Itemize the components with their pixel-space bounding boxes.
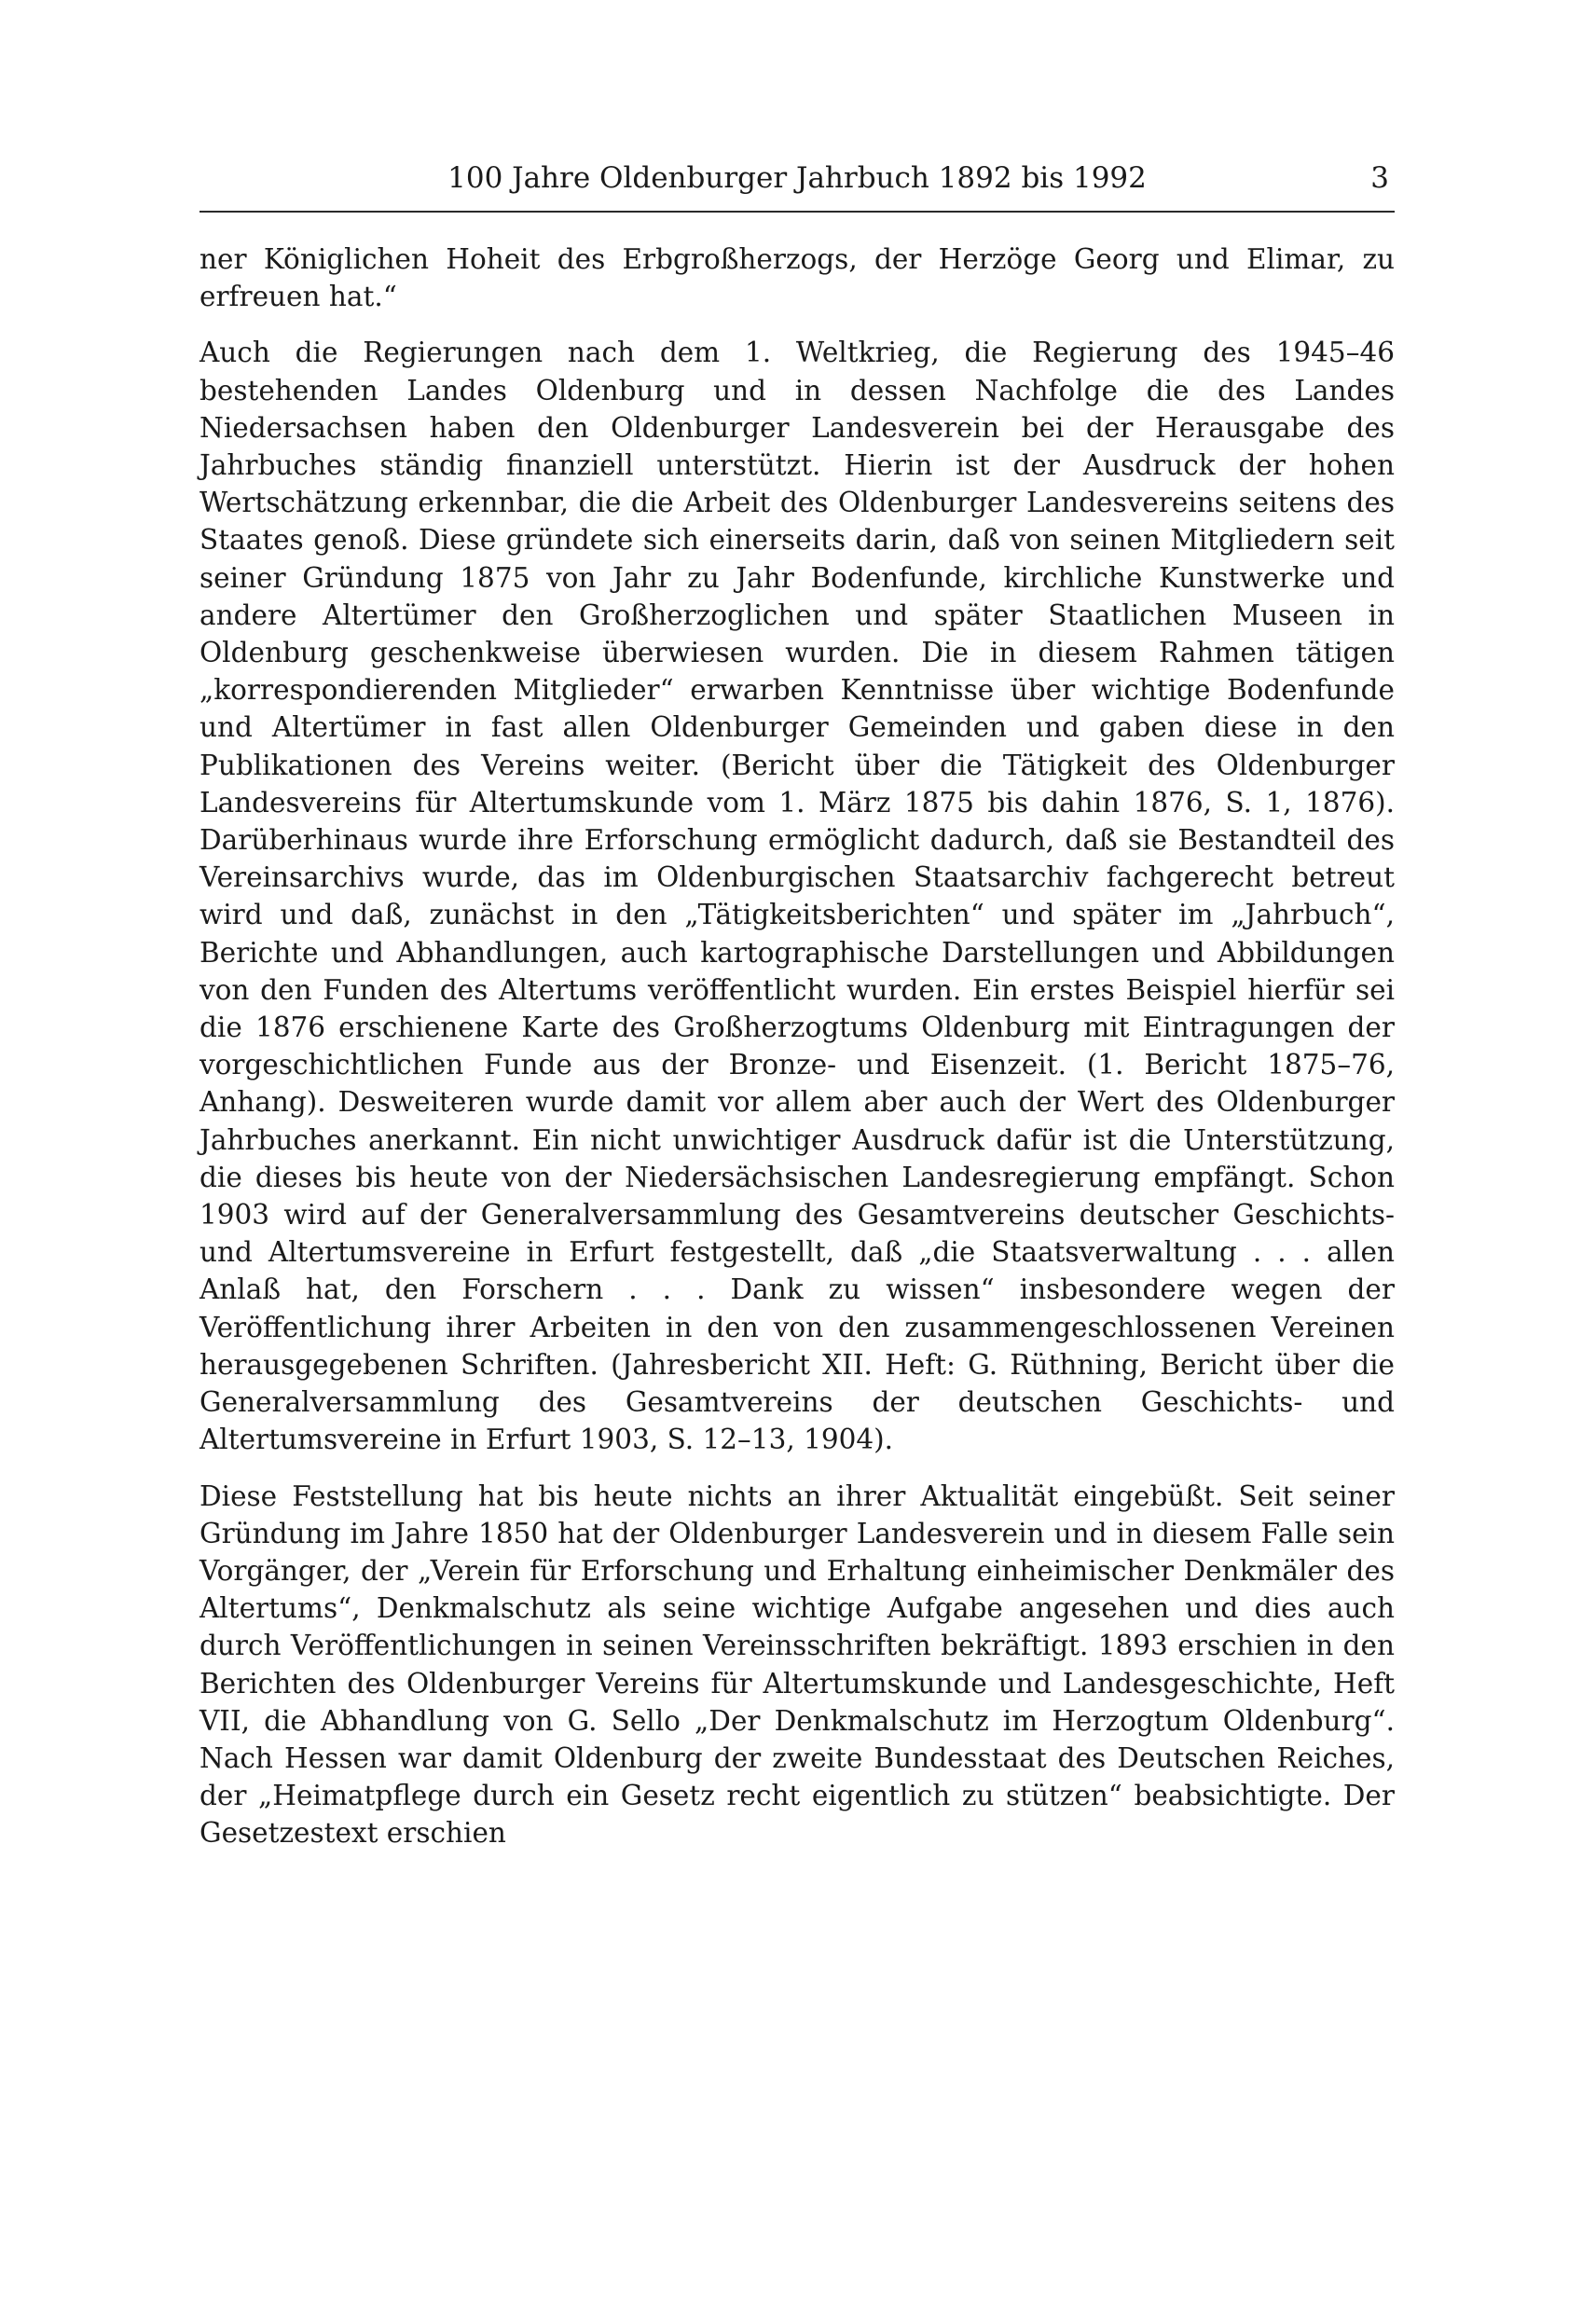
header-rule: [200, 211, 1395, 213]
paragraph: ner Königlichen Hoheit des Erbgroßherzogs, der Herzöge Georg und Elimar, zu erfreuen hat.“: [200, 243, 1395, 313]
body-text: [200, 241, 1395, 1852]
page-number: 3: [1370, 161, 1389, 195]
running-head: [200, 155, 1395, 201]
running-head-title: 100 Jahre Oldenburger Jahrbuch 1892 bis 1992: [447, 161, 1147, 195]
paragraph: Auch die Regierungen nach dem 1. Weltkrieg, die Regierung des 1945–46 bestehenden Landes Oldenburg und in dessen Nachfolge die des Landes Niedersachsen haben den Oldenburger Landesverein bei der Herausgabe des Jahrbuches ständig finanziell unterstützt. Hierin ist der Ausdruck der hohen Wertschätzung erkennbar, die die Arbeit des Oldenburger Landesvereins seitens des Staates genoß. Diese gründete sich einerseits darin, daß von seinen Mitgliedern seit seiner Gründung 1875 von Jahr zu Jahr Bodenfunde, kirchliche Kunstwerke und andere Altertümer den Großherzoglichen und später Staatlichen Museen in Oldenburg geschenkweise überwiesen wurden. Die in diesem Rahmen tätigen „korrespondierenden Mitglieder“ erwarben Kenntnisse über wichtige Bodenfunde und Altertümer in fast allen Oldenburger Gemeinden und gaben diese in den Publikationen des Vereins weiter. (Bericht über die Tätigkeit des Oldenburger Landesvereins für Altertumskunde vom 1. März 1875 bis dahin 1876, S. 1, 1876). Darüberhinaus wurde ihre Erforschung ermöglicht dadurch, daß sie Bestandteil des Vereinsarchivs wurde, das im Oldenburgischen Staatsarchiv fachgerecht betreut wird und daß, zunächst in den „Tätigkeitsberichten“ und später im „Jahrbuch“, Berichte und Abhandlungen, auch kartographische Darstellungen und Abbildungen von den Funden des Altertums veröffentlicht wurden. Ein erstes Beispiel hierfür sei die 1876 erschienene Karte des Großherzogtums Oldenburg mit Eintragungen der vorgeschichtlichen Funde aus der Bronze- und Eisenzeit. (1. Bericht 1875–76, Anhang). Desweiteren wurde damit vor allem aber auch der Wert des Oldenburger Jahrbuches anerkannt. Ein nicht unwichtiger Ausdruck dafür ist die Unterstützung, die dieses bis heute von der Niedersächsischen Landesregierung empfängt. Schon 1903 wird auf der Generalversammlung des Gesamtvereins deutscher Geschichts- und Altertumsvereine in Erfurt festgestellt, daß „die Staatsverwaltung . . . allen Anlaß hat, den Forschern . . . Dank zu wissen“ insbesondere wegen der Veröffentlichung ihrer Arbeiten in den von den zusammengeschlossenen Vereinen herausgegebenen Schriften. (Jahresbericht XII. Heft: G. Rüthning, Bericht über die Generalversammlung des Gesamtvereins der deutschen Geschichts- und Altertumsvereine in Erfurt 1903, S. 12–13, 1904).: [200, 337, 1395, 1456]
paragraph: Diese Feststellung hat bis heute nichts an ihrer Aktualität eingebüßt. Seit seiner Gründung im Jahre 1850 hat der Oldenburger Landesverein und in diesem Falle sein Vorgänger, der „Verein für Erforschung und Erhaltung einheimischer Denkmäler des Altertums“, Denkmalschutz als seine wichtige Aufgabe angesehen und dies auch durch Veröffentlichungen in seinen Vereinsschriften bekräftigt. 1893 erschien in den Berichten des Oldenburger Vereins für Altertumskunde und Landesgeschichte, Heft VII, die Abhandlung von G. Sello „Der Denkmalschutz im Herzogtum Oldenburg“. Nach Hessen war damit Oldenburg der zweite Bundesstaat des Deutschen Reiches, der „Heimatpflege durch ein Gesetz recht eigentlich zu stützen“ beabsichtigte. Der Gesetzestext erschien: [200, 1479, 1395, 1850]
